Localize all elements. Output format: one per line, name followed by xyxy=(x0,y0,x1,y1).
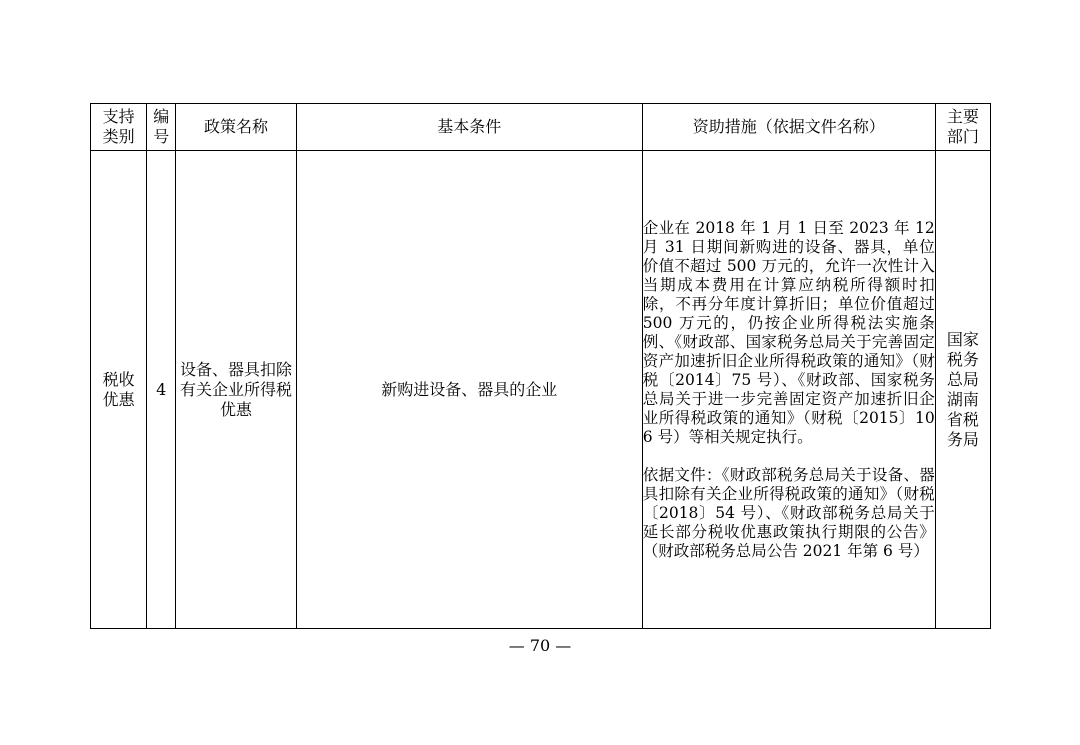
page-number: — 70 — xyxy=(508,636,572,655)
cell-conditions: 新购进设备、器具的企业 xyxy=(296,151,642,629)
header-conditions: 基本条件 xyxy=(296,104,642,151)
cell-category: 税收优惠 xyxy=(91,151,147,629)
header-measures: 资助措施（依据文件名称） xyxy=(642,104,935,151)
header-policy-name: 政策名称 xyxy=(176,104,296,151)
cell-department: 国家税务总局湖南省税务局 xyxy=(935,151,990,629)
cell-measures xyxy=(642,151,935,629)
header-category: 支持类别 xyxy=(91,104,147,151)
header-number: 编号 xyxy=(147,104,176,151)
measures-paragraph-1: 企业在 2018 年 1 月 1 日至 2023 年 12 月 31 日期间新购进的设备、器具，单位价值不超过 500 万元的，允许一次性计入当期成本费用在计算应纳税所得额时扣除，不再分年度计算折旧；单位价值超过 500 万元的，仍按企业所得税法实施条例、《财政部、国家税务总局关于完善固定资产加速折旧企业所得税政策的通知》（财税〔2014〕75 号）、《财政部、国家税务总局关于进一步完善固定资产加速折旧企业所得税政策的通知》（财税〔2015〕106 号）等相关规定执行。 xyxy=(642,218,935,446)
header-department: 主要部门 xyxy=(935,104,990,151)
table-row xyxy=(91,151,991,629)
cell-policy-name: 设备、器具扣除有关企业所得税优惠 xyxy=(176,151,296,629)
cell-number: 4 xyxy=(147,151,176,629)
policy-table xyxy=(90,103,991,629)
measures-paragraph-2: 依据文件：《财政部税务总局关于设备、器具扣除有关企业所得税政策的通知》（财税〔2018〕54 号）、《财政部税务总局关于延长部分税收优惠政策执行期限的公告》（财政部税务总局公告 2021 年第 6 号） xyxy=(642,465,935,560)
table-header-row xyxy=(91,104,991,151)
